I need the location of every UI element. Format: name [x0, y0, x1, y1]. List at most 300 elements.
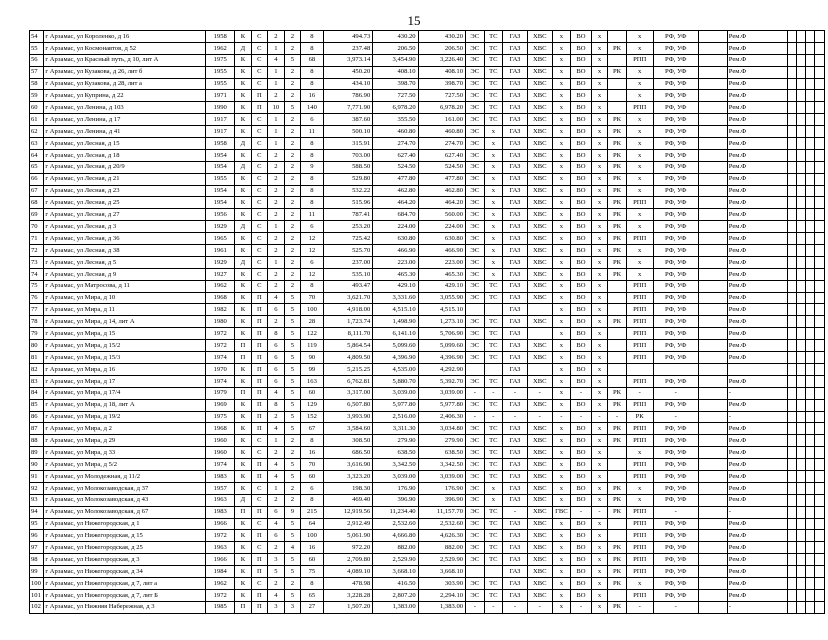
cell-apartment-count: 215 — [301, 506, 324, 518]
cell-year-built: 1985 — [206, 601, 235, 613]
cell-year-built: 1975 — [206, 54, 235, 66]
cell-apartment-count: 8 — [301, 197, 324, 209]
cell-address: г Арзамас, ул Лесная, д 20/9 — [44, 161, 206, 173]
cell-extra-4: РФ, УФ — [653, 542, 698, 554]
cell-address: г Арзамас, ул Лесная, д 21 — [44, 173, 206, 185]
cell-total-area: 7,771.90 — [323, 102, 372, 114]
cell-extra-1: х — [591, 66, 607, 78]
cell-year-built: 1954 — [206, 185, 235, 197]
cell-total-area: 532.22 — [323, 185, 372, 197]
cell-row-number: 93 — [30, 494, 44, 506]
cell-total-area: 4,089.10 — [323, 566, 372, 578]
cell-floor-count: 2 — [284, 280, 300, 292]
cell-living-area: 477.80 — [373, 173, 418, 185]
cell-wall-type-2: С — [251, 447, 267, 459]
cell-empty-trailing — [796, 494, 805, 506]
cell-extra-4: РФ, УФ — [653, 375, 698, 387]
cell-hot-water: х — [552, 447, 571, 459]
cell-empty-trailing — [806, 245, 815, 257]
cell-address: г Арзамас, ул Молокозаводская, д 67 — [44, 506, 206, 518]
cell-empty-trailing — [796, 66, 805, 78]
cell-wall-type-1: К — [235, 328, 251, 340]
cell-ownership: Рем.Ф — [727, 54, 787, 66]
cell-extra-1: х — [591, 530, 607, 542]
cell-residential-area: 408.10 — [418, 66, 465, 78]
cell-wall-type-1: К — [235, 126, 251, 138]
cell-ownership: Рем.Ф — [727, 66, 787, 78]
table-row — [30, 149, 825, 161]
cell-wall-type-2: П — [251, 423, 267, 435]
cell-floor-count: 2 — [284, 447, 300, 459]
cell-row-number: 92 — [30, 482, 44, 494]
cell-extra-3: х — [626, 482, 653, 494]
cell-extra-1: х — [591, 482, 607, 494]
cell-heating — [484, 304, 503, 316]
cell-row-number: 67 — [30, 185, 44, 197]
cell-heating: х — [484, 268, 503, 280]
cell-extra-1: х — [591, 566, 607, 578]
cell-wall-type-2: С — [251, 197, 267, 209]
cell-cold-water: ХВС — [527, 280, 552, 292]
cell-gas: ГАЗ — [503, 518, 528, 530]
cell-year-built: 1982 — [206, 304, 235, 316]
cell-hot-water: х — [552, 31, 571, 43]
cell-hot-water: х — [552, 221, 571, 233]
cell-sewage: ВО — [571, 149, 592, 161]
cell-extra-5 — [698, 149, 727, 161]
cell-extra-4: РФ, УФ — [653, 494, 698, 506]
cell-hot-water: х — [552, 149, 571, 161]
cell-residential-area: 460.80 — [418, 126, 465, 138]
cell-apartment-count: 8 — [301, 42, 324, 54]
table-row — [30, 459, 825, 471]
cell-address: г Арзамас, ул Нижегородская, д 7, лит а — [44, 577, 206, 589]
cell-extra-1: х — [591, 363, 607, 375]
cell-address: г Арзамас, ул Мира, д 15/2 — [44, 340, 206, 352]
cell-extra-1: х — [591, 518, 607, 530]
table-row — [30, 31, 825, 43]
cell-empty-trailing — [806, 78, 815, 90]
cell-electricity: ЭС — [466, 102, 485, 114]
cell-extra-2: РК — [608, 542, 627, 554]
cell-extra-5 — [698, 423, 727, 435]
cell-extra-4: РФ, УФ — [653, 42, 698, 54]
table-row — [30, 102, 825, 114]
table-row — [30, 352, 825, 364]
cell-wall-type-2: С — [251, 161, 267, 173]
cell-cold-water: - — [527, 601, 552, 613]
cell-empty-trailing — [787, 506, 796, 518]
cell-empty-trailing — [796, 375, 805, 387]
cell-residential-area: 3,039.00 — [418, 387, 465, 399]
cell-sewage: ВО — [571, 102, 592, 114]
cell-extra-3: РПП — [626, 399, 653, 411]
cell-empty-trailing — [806, 459, 815, 471]
cell-total-area: 5,864.54 — [323, 340, 372, 352]
cell-sewage: ВО — [571, 245, 592, 257]
cell-empty-trailing — [815, 78, 825, 90]
cell-cold-water: ХВС — [527, 42, 552, 54]
cell-total-area: 3,993.90 — [323, 411, 372, 423]
cell-empty-trailing — [787, 459, 796, 471]
cell-extra-3: х — [626, 114, 653, 126]
cell-wall-type-2: С — [251, 185, 267, 197]
cell-year-built: 1929 — [206, 256, 235, 268]
cell-living-area: 416.50 — [373, 577, 418, 589]
cell-wall-type-2: С — [251, 268, 267, 280]
cell-cold-water: ХВС — [527, 138, 552, 150]
cell-electricity: - — [466, 411, 485, 423]
cell-total-area: 5,215.25 — [323, 363, 372, 375]
cell-hot-water: х — [552, 494, 571, 506]
cell-sewage: ВО — [571, 435, 592, 447]
cell-residential-area: 176.90 — [418, 482, 465, 494]
cell-living-area: 4,396.90 — [373, 352, 418, 364]
cell-gas: ГАЗ — [503, 482, 528, 494]
cell-extra-2: РК — [608, 209, 627, 221]
cell-empty-trailing — [796, 399, 805, 411]
cell-empty-trailing — [796, 601, 805, 613]
cell-extra-1: - — [591, 506, 607, 518]
cell-extra-3: РПП — [626, 423, 653, 435]
cell-heating: х — [484, 256, 503, 268]
cell-electricity: ЭС — [466, 245, 485, 257]
cell-extra-2: - — [608, 411, 627, 423]
cell-residential-area: 464.20 — [418, 197, 465, 209]
cell-gas: - — [503, 506, 528, 518]
cell-extra-4: РФ, УФ — [653, 447, 698, 459]
cell-year-built: 1962 — [206, 577, 235, 589]
cell-heating: ТС — [484, 447, 503, 459]
cell-empty-trailing — [806, 506, 815, 518]
cell-entrance-count: 2 — [268, 209, 284, 221]
cell-residential-area: 11,157.70 — [418, 506, 465, 518]
cell-electricity: ЭС — [466, 42, 485, 54]
cell-extra-3: РПП — [626, 316, 653, 328]
cell-residential-area: 396.90 — [418, 494, 465, 506]
cell-gas: ГАЗ — [503, 459, 528, 471]
cell-year-built: 1966 — [206, 518, 235, 530]
cell-row-number: 100 — [30, 577, 44, 589]
cell-empty-trailing — [787, 90, 796, 102]
cell-ownership: Рем.Ф — [727, 102, 787, 114]
cell-wall-type-1: К — [235, 554, 251, 566]
cell-floor-count: 3 — [284, 601, 300, 613]
cell-extra-2: РК — [608, 126, 627, 138]
cell-extra-4: РФ, УФ — [653, 316, 698, 328]
cell-electricity: ЭС — [466, 185, 485, 197]
cell-row-number: 59 — [30, 90, 44, 102]
cell-residential-area: 1,273.10 — [418, 316, 465, 328]
cell-wall-type-1: П — [235, 387, 251, 399]
cell-extra-3: РПП — [626, 435, 653, 447]
cell-hot-water: х — [552, 554, 571, 566]
cell-extra-5 — [698, 482, 727, 494]
cell-living-area: 396.90 — [373, 494, 418, 506]
cell-address: г Арзамас, ул Мира, д 33 — [44, 447, 206, 459]
cell-wall-type-2: С — [251, 482, 267, 494]
cell-entrance-count: 8 — [268, 328, 284, 340]
cell-extra-4: РФ, УФ — [653, 459, 698, 471]
cell-cold-water: ХВС — [527, 554, 552, 566]
table-row — [30, 138, 825, 150]
cell-floor-count: 2 — [284, 435, 300, 447]
cell-wall-type-2: С — [251, 494, 267, 506]
cell-living-area: 464.20 — [373, 197, 418, 209]
cell-year-built: 1960 — [206, 435, 235, 447]
cell-floor-count: 2 — [284, 256, 300, 268]
cell-empty-trailing — [806, 149, 815, 161]
cell-row-number: 77 — [30, 304, 44, 316]
cell-address: г Арзамас, ул Мира, д 15 — [44, 328, 206, 340]
cell-empty-trailing — [806, 31, 815, 43]
cell-residential-area: 4,292.90 — [418, 363, 465, 375]
cell-extra-5 — [698, 352, 727, 364]
cell-extra-4: РФ, УФ — [653, 126, 698, 138]
cell-empty-trailing — [806, 482, 815, 494]
cell-ownership: Рем.Ф — [727, 435, 787, 447]
cell-heating: ТС — [484, 375, 503, 387]
cell-electricity: ЭС — [466, 316, 485, 328]
cell-cold-water: ХВС — [527, 506, 552, 518]
cell-extra-3: РПП — [626, 292, 653, 304]
cell-extra-2 — [608, 304, 627, 316]
cell-empty-trailing — [796, 126, 805, 138]
cell-address: г Арзамас, ул Лесная, д 18 — [44, 149, 206, 161]
cell-total-area: 686.50 — [323, 447, 372, 459]
cell-floor-count: 5 — [284, 423, 300, 435]
cell-total-area: 3,323.20 — [323, 470, 372, 482]
cell-address: г Арзамас, ул Лесная, д 3 — [44, 221, 206, 233]
cell-empty-trailing — [806, 566, 815, 578]
cell-row-number: 82 — [30, 363, 44, 375]
cell-entrance-count: 2 — [268, 542, 284, 554]
cell-hot-water: х — [552, 470, 571, 482]
cell-ownership: Рем.Ф — [727, 197, 787, 209]
cell-heating: ТС — [484, 589, 503, 601]
cell-wall-type-2: С — [251, 149, 267, 161]
cell-extra-3: РПП — [626, 566, 653, 578]
cell-hot-water: ГВС — [552, 506, 571, 518]
cell-total-area: 3,973.14 — [323, 54, 372, 66]
cell-address: г Арзамас, ул Лесная, д 38 — [44, 245, 206, 257]
cell-sewage: ВО — [571, 54, 592, 66]
cell-extra-2: РК — [608, 423, 627, 435]
cell-empty-trailing — [815, 66, 825, 78]
cell-living-area: 4,666.80 — [373, 530, 418, 542]
cell-wall-type-2: П — [251, 530, 267, 542]
cell-wall-type-1: К — [235, 173, 251, 185]
cell-empty-trailing — [815, 197, 825, 209]
cell-row-number: 79 — [30, 328, 44, 340]
cell-residential-area: 466.90 — [418, 245, 465, 257]
cell-cold-water: ХВС — [527, 233, 552, 245]
cell-living-area: 176.90 — [373, 482, 418, 494]
cell-heating: х — [484, 126, 503, 138]
cell-floor-count: 2 — [284, 209, 300, 221]
cell-residential-area: 5,099.60 — [418, 340, 465, 352]
cell-ownership: Рем.Ф — [727, 31, 787, 43]
cell-empty-trailing — [806, 601, 815, 613]
cell-entrance-count: 2 — [268, 161, 284, 173]
cell-wall-type-2: С — [251, 221, 267, 233]
cell-heating: ТС — [484, 542, 503, 554]
cell-empty-trailing — [787, 268, 796, 280]
cell-cold-water: ХВС — [527, 482, 552, 494]
cell-address: г Арзамас, ул Ленина, д 17 — [44, 114, 206, 126]
cell-year-built: 1969 — [206, 399, 235, 411]
cell-hot-water: х — [552, 256, 571, 268]
cell-wall-type-1: П — [235, 352, 251, 364]
cell-year-built: 1968 — [206, 292, 235, 304]
cell-total-area: 6,762.81 — [323, 375, 372, 387]
cell-total-area: 703.00 — [323, 149, 372, 161]
cell-empty-trailing — [787, 138, 796, 150]
cell-empty-trailing — [815, 506, 825, 518]
cell-cold-water: ХВС — [527, 31, 552, 43]
cell-extra-3: РПП — [626, 542, 653, 554]
cell-heating: ТС — [484, 42, 503, 54]
cell-extra-2 — [608, 78, 627, 90]
cell-residential-area: 882.00 — [418, 542, 465, 554]
cell-apartment-count: 8 — [301, 185, 324, 197]
cell-address: г Арзамас, ул Лесная, д 15 — [44, 138, 206, 150]
cell-row-number: 75 — [30, 280, 44, 292]
cell-empty-trailing — [796, 518, 805, 530]
cell-wall-type-2: П — [251, 506, 267, 518]
table-row — [30, 542, 825, 554]
cell-extra-5 — [698, 209, 727, 221]
cell-empty-trailing — [796, 411, 805, 423]
cell-address: г Арзамас, ул Ленина, д 103 — [44, 102, 206, 114]
cell-residential-area: 3,034.80 — [418, 423, 465, 435]
cell-empty-trailing — [806, 589, 815, 601]
cell-address: г Арзамас, ул Матросова, д 11 — [44, 280, 206, 292]
cell-ownership: Рем.Ф — [727, 256, 787, 268]
cell-empty-trailing — [806, 292, 815, 304]
cell-extra-4: РФ, УФ — [653, 221, 698, 233]
cell-empty-trailing — [815, 340, 825, 352]
page-number: 15 — [407, 13, 421, 28]
cell-empty-trailing — [815, 245, 825, 257]
cell-row-number: 60 — [30, 102, 44, 114]
cell-entrance-count: 2 — [268, 268, 284, 280]
cell-empty-trailing — [815, 316, 825, 328]
cell-ownership: Рем.Ф — [727, 221, 787, 233]
cell-electricity: ЭС — [466, 399, 485, 411]
cell-extra-1: х — [591, 280, 607, 292]
cell-gas: ГАЗ — [503, 280, 528, 292]
cell-electricity — [466, 363, 485, 375]
cell-ownership: - — [727, 411, 787, 423]
cell-total-area: 535.10 — [323, 268, 372, 280]
cell-empty-trailing — [787, 530, 796, 542]
cell-electricity: - — [466, 601, 485, 613]
cell-entrance-count: 4 — [268, 459, 284, 471]
cell-address: г Арзамас, ул Мира, д 10 — [44, 292, 206, 304]
cell-residential-area: 6,978.20 — [418, 102, 465, 114]
cell-entrance-count: 3 — [268, 554, 284, 566]
cell-living-area: 462.80 — [373, 185, 418, 197]
cell-residential-area: 2,532.60 — [418, 518, 465, 530]
cell-wall-type-2: П — [251, 292, 267, 304]
cell-empty-trailing — [796, 316, 805, 328]
cell-extra-3: РПП — [626, 102, 653, 114]
cell-cold-water: ХВС — [527, 566, 552, 578]
cell-empty-trailing — [796, 209, 805, 221]
cell-floor-count: 5 — [284, 530, 300, 542]
cell-cold-water: ХВС — [527, 90, 552, 102]
cell-empty-trailing — [815, 31, 825, 43]
cell-empty-trailing — [806, 185, 815, 197]
cell-empty-trailing — [815, 589, 825, 601]
cell-ownership: Рем.Ф — [727, 459, 787, 471]
cell-empty-trailing — [787, 78, 796, 90]
table-row — [30, 411, 825, 423]
cell-extra-5 — [698, 256, 727, 268]
cell-row-number: 73 — [30, 256, 44, 268]
cell-electricity: ЭС — [466, 482, 485, 494]
cell-sewage: ВО — [571, 90, 592, 102]
table-row — [30, 173, 825, 185]
cell-heating: ТС — [484, 459, 503, 471]
cell-cold-water: ХВС — [527, 459, 552, 471]
table-row — [30, 78, 825, 90]
cell-extra-1: х — [591, 245, 607, 257]
cell-hot-water: х — [552, 363, 571, 375]
cell-address: г Арзамас, ул Лесная, д 27 — [44, 209, 206, 221]
cell-extra-3: РК — [626, 411, 653, 423]
cell-extra-5 — [698, 399, 727, 411]
cell-extra-1: х — [591, 102, 607, 114]
cell-address: г Арзамас, ул Мира, д 16 — [44, 363, 206, 375]
cell-empty-trailing — [796, 233, 805, 245]
cell-wall-type-1: К — [235, 66, 251, 78]
cell-empty-trailing — [787, 518, 796, 530]
cell-floor-count: 2 — [284, 78, 300, 90]
cell-year-built: 1990 — [206, 102, 235, 114]
cell-row-number: 88 — [30, 435, 44, 447]
cell-extra-4: РФ, УФ — [653, 470, 698, 482]
cell-total-area: 1,507.20 — [323, 601, 372, 613]
cell-total-area: 387.60 — [323, 114, 372, 126]
cell-wall-type-2: П — [251, 387, 267, 399]
cell-wall-type-1: Д — [235, 256, 251, 268]
cell-heating: ТС — [484, 554, 503, 566]
cell-cold-water: ХВС — [527, 589, 552, 601]
cell-address: г Арзамас, ул Мира, д 18, лит А — [44, 399, 206, 411]
cell-apartment-count: 68 — [301, 54, 324, 66]
cell-hot-water: х — [552, 161, 571, 173]
cell-gas: ГАЗ — [503, 530, 528, 542]
cell-extra-4: РФ, УФ — [653, 554, 698, 566]
cell-row-number: 80 — [30, 340, 44, 352]
cell-empty-trailing — [796, 114, 805, 126]
cell-empty-trailing — [796, 435, 805, 447]
cell-year-built: 1954 — [206, 161, 235, 173]
cell-cold-water: ХВС — [527, 161, 552, 173]
cell-gas: ГАЗ — [503, 197, 528, 209]
cell-wall-type-2: П — [251, 90, 267, 102]
cell-row-number: 70 — [30, 221, 44, 233]
cell-extra-3: РПП — [626, 280, 653, 292]
cell-empty-trailing — [806, 256, 815, 268]
cell-sewage: ВО — [571, 185, 592, 197]
cell-total-area: 5,061.90 — [323, 530, 372, 542]
cell-extra-5 — [698, 601, 727, 613]
cell-empty-trailing — [796, 423, 805, 435]
cell-total-area: 237.48 — [323, 42, 372, 54]
